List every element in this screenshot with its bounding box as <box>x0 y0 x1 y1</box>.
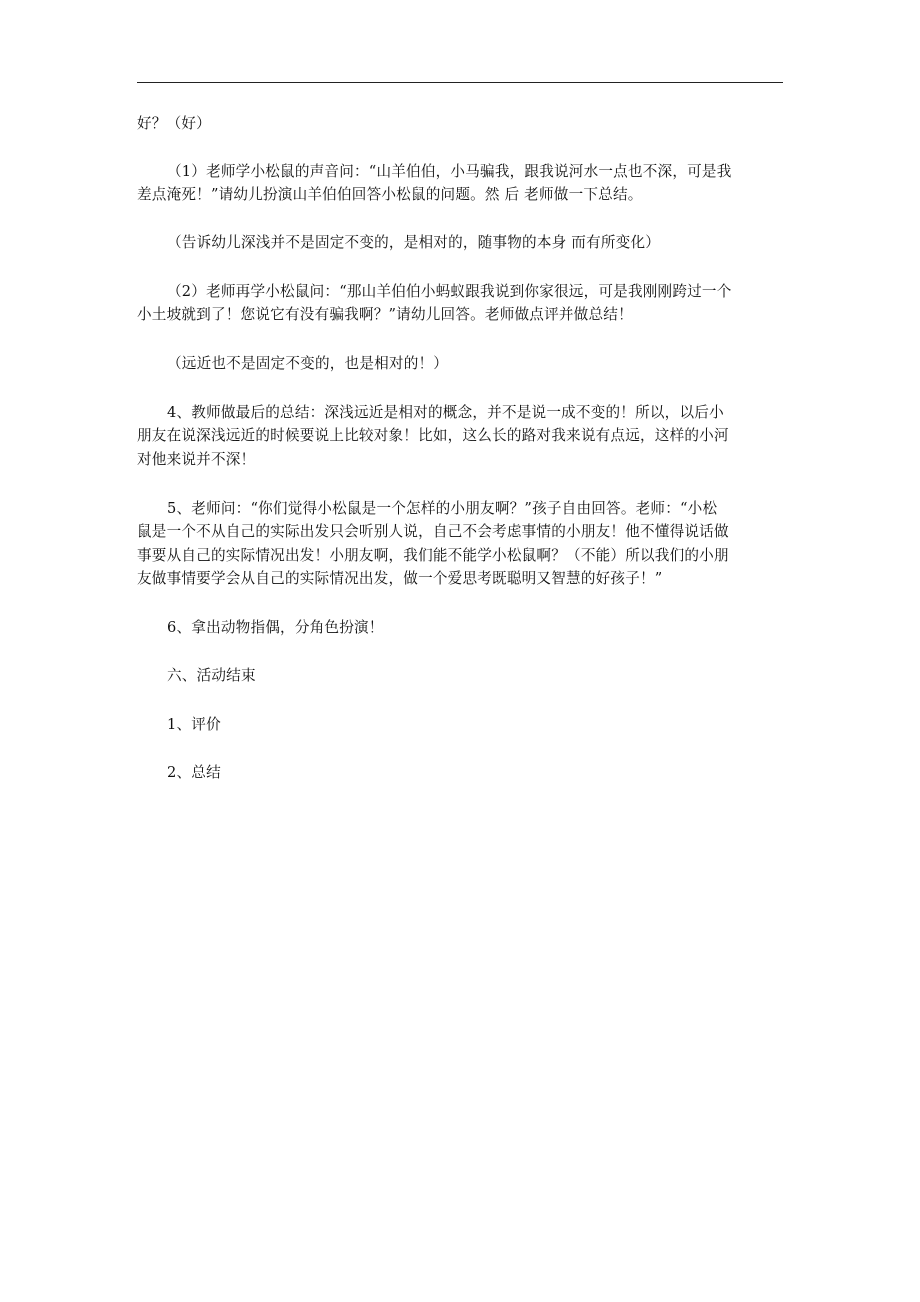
paragraph-line: 好？（好） <box>137 115 211 132</box>
paragraph-line: 事要从自己的实际情况出发！小朋友啊，我们能不能学小松鼠啊？（不能）所以我们的小朋 <box>137 547 729 564</box>
paragraph-line: 差点淹死！”请幼儿扮演山羊伯伯回答小松鼠的问题。然 后 老师做一下总结。 <box>137 186 643 203</box>
paragraph-line: （2）老师再学小松鼠问：“那山羊伯伯小蚂蚁跟我说到你家很远，可是我刚刚跨过一个 <box>167 283 732 300</box>
list-item: 2、总结 <box>167 764 221 781</box>
list-item: 1、评价 <box>167 716 221 733</box>
paragraph-line: 6、拿出动物指偶，分角色扮演！ <box>167 619 384 636</box>
paragraph-line: 小土坡就到了！您说它有没有骗我啊？”请幼儿回答。老师做点评并做总结！ <box>137 306 633 323</box>
paragraph-line: 朋友在说深浅远近的时候要说上比较对象！比如，这么长的路对我来说有点远，这样的小河 <box>137 427 729 444</box>
paragraph-line: （告诉幼儿深浅并不是固定不变的，是相对的，随事物的本身 而有所变化） <box>167 234 661 251</box>
paragraph-line: 鼠是一个不从自己的实际出发只会听别人说，自己不会考虑事情的小朋友！他不懂得说话做 <box>137 523 729 540</box>
paragraph-line: 对他来说并不深！ <box>137 451 256 468</box>
paragraph-line: 友做事情要学会从自己的实际情况出发，做一个爱思考既聪明又智慧的好孩子！” <box>137 570 663 587</box>
header-rule <box>137 82 783 83</box>
section-heading: 六、活动结束 <box>167 667 256 684</box>
paragraph-line: 5、老师问：“你们觉得小松鼠是一个怎样的小朋友啊？”孩子自由回答。老师：“小松 <box>167 500 718 517</box>
paragraph-line: （1）老师学小松鼠的声音问：“山羊伯伯，小马骗我，跟我说河水一点也不深，可是我 <box>167 163 732 180</box>
paragraph-line: （远近也不是固定不变的，也是相对的！） <box>167 355 449 372</box>
paragraph-line: 4、教师做最后的总结：深浅远近是相对的概念，并不是说一成不变的！所以，以后小 <box>167 404 724 421</box>
